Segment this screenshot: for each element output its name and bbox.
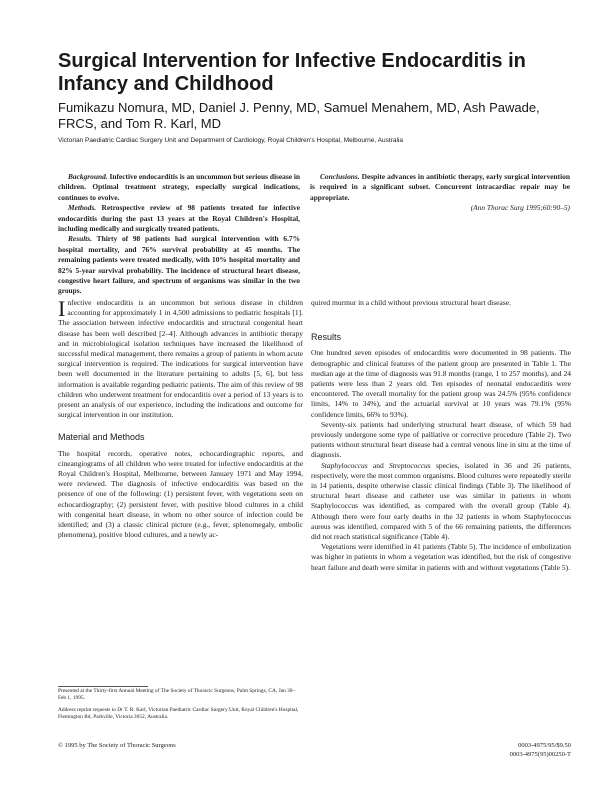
- doi-code: 0003-4975(95)00250-T: [509, 751, 571, 758]
- intro-paragraph: Infective endocarditis is an uncommon but serious disease in children accounting for approximately 1 in 4,500 admissions to pediatric hospitals [1]. The association between infective endocarditis and structural congenital heart disease has been well described [2–4]. Although advances in antibiotic therapy and in microbiological isolation techniques have increased the likelihood of successful medical management, there remains a group of patients in whom acute surgical intervention is required. The indications for surgical intervention have been well documented in the literature pertaining to adults [5, 6], but less information is available regarding pediatric patients. The aim of this review of 98 children who underwent treatment for endocarditis over a period of 13 years is to present an analysis of our experience, including the indications and outcome for surgical intervention in our institution.: [58, 296, 303, 420]
- paper-authors: Fumikazu Nomura, MD, Daniel J. Penny, MD, Samuel Menahem, MD, Ash Pawade, FRCS, and Tom R. Karl, MD: [58, 100, 540, 131]
- footnote-divider: [58, 686, 148, 687]
- abstract-right-column: [310, 172, 570, 214]
- footnote-reprints: Address reprint requests to Dr T. R. Karl, Victorian Paediatric Cardiac Surgery Unit, Royal Children's Hospital, Flemington Rd, Parkville, Victoria 3052, Australia.: [58, 707, 299, 720]
- paper-title: Surgical Intervention for Infective Endocarditis in Infancy and Childhood: [58, 50, 526, 95]
- results-paragraph-2: Seventy-six patients had underlying structural heart disease, of which 59 had previously undergone some type of palliative or corrective procedure (Table 2). Two patients without structural heart disease had a central venous line in situ at the time of diagnosis.: [311, 419, 571, 460]
- methods-continued: quired murmur in a child without previous structural heart disease.: [311, 298, 511, 307]
- body-right-column: [311, 298, 571, 573]
- body-left-column: [58, 298, 303, 540]
- footnote-presented: Presented at the Thirty-first Annual Meeting of The Society of Thoracic Surgeons, Palm Springs, CA, Jan 30–Feb 1, 1995.: [58, 688, 296, 701]
- abstract-methods: Methods. Retrospective review of 98 patients treated for infective endocarditis during the past 13 years at the Royal Children's Hospital, including medically and surgically treated patients.: [58, 203, 300, 234]
- abstract-results: Results. Thirty of 98 patients had surgical intervention with 6.7% hospital mortality, and 76% survival probability at 45 months. The remaining patients were treated medically, with 10% hospital mortality and 82% 5-year survival probability. The incidence of structural heart disease, congestive heart failure, and spectrum of organisms was similar in the two groups.: [58, 234, 300, 296]
- issn-code: 0003-4975/95/$9.50: [518, 742, 571, 749]
- results-paragraph-3: Staphylococcus and Streptococcus species, isolated in 36 and 26 patients, respectively, were the most common organisms. Blood cultures were repeatedly sterile in 14 patients, despite otherwise classic clinical findings (Table 3). The likelihood of structural heart disease and catheter use was similar in patients in whom Staphylococcus was identified, as compared with the overall group (Table 4). Although there were four early deaths in the 32 patients in whom Staphylococcus aureus was identified, compared with 5 of the 66 remaining patients, the differences did not reach statistical significance (Table 4).: [311, 460, 571, 542]
- abstract-left-column: [58, 172, 300, 297]
- methods-paragraph: The hospital records, operative notes, echocardiographic reports, and cineangiograms of all children who were treated for infective endocarditis at the Royal Children's Hospital, Melbourne, between January 1971 and May 1994, were reviewed. The diagnosis of infective endocarditis was based on the presence of one of the following: (1) persistent fever, with vegetations seen on echocardiography; (2) persistent fever, with positive blood cultures in a child with congenital heart disease, in whom no other source of infection could be identified; and (3) a classic clinical picture (e.g., fever, splenomegaly, embolic phenomena), positive blood cultures, and a newly ac-: [58, 448, 303, 540]
- footnotes: [58, 688, 303, 726]
- abstract-conclusions: Conclusions. Despite advances in antibiotic therapy, early surgical intervention is required in a significant subset. Concurrent intracardiac repair may be appropriate.: [310, 172, 570, 202]
- methods-heading: Material and Methods: [58, 432, 145, 443]
- copyright-line: © 1995 by The Society of Thoracic Surgeons: [58, 742, 176, 749]
- paper-affiliation: Victorian Paediatric Cardiac Surgery Unit and Department of Cardiology, Royal Children's Hospital, Melbourne, Australia: [58, 137, 403, 144]
- abstract-background: Background. Infective endocarditis is an uncommon but serious disease in children. Optimal treatment strategy, especially surgical indications, continues to evolve.: [58, 172, 301, 202]
- publication-codes: [470, 741, 571, 759]
- drop-cap: I: [58, 296, 66, 321]
- results-paragraph-4: Vegetations were identified in 41 patients (Table 5). The incidence of embolization was higher in patients in whom a vegetation was identified, but the risk of congestive heart failure and death were similar in patients with and without vegetations (Table 5).: [311, 542, 571, 572]
- results-heading: Results: [311, 332, 342, 343]
- abstract-citation: (Ann Thorac Surg 1995;60:90–5): [470, 203, 570, 213]
- results-paragraph-1: One hundred seven episodes of endocarditis were documented in 98 patients. The demographic and clinical features of the patient group are presented in Table 1. The median age at the time of diagnosis was 91.8 months (range, 1 to 257 months), and 24 patients were less than 2 years old. Ten episodes of neonatal endocarditis were encountered. The overall mortality for the patient group was 24.5% (95% confidence limits, 14% to 34%), and the actuarial survival at 10 years was 79.1% (95% confidence limits, 66% to 93%).: [311, 348, 571, 419]
